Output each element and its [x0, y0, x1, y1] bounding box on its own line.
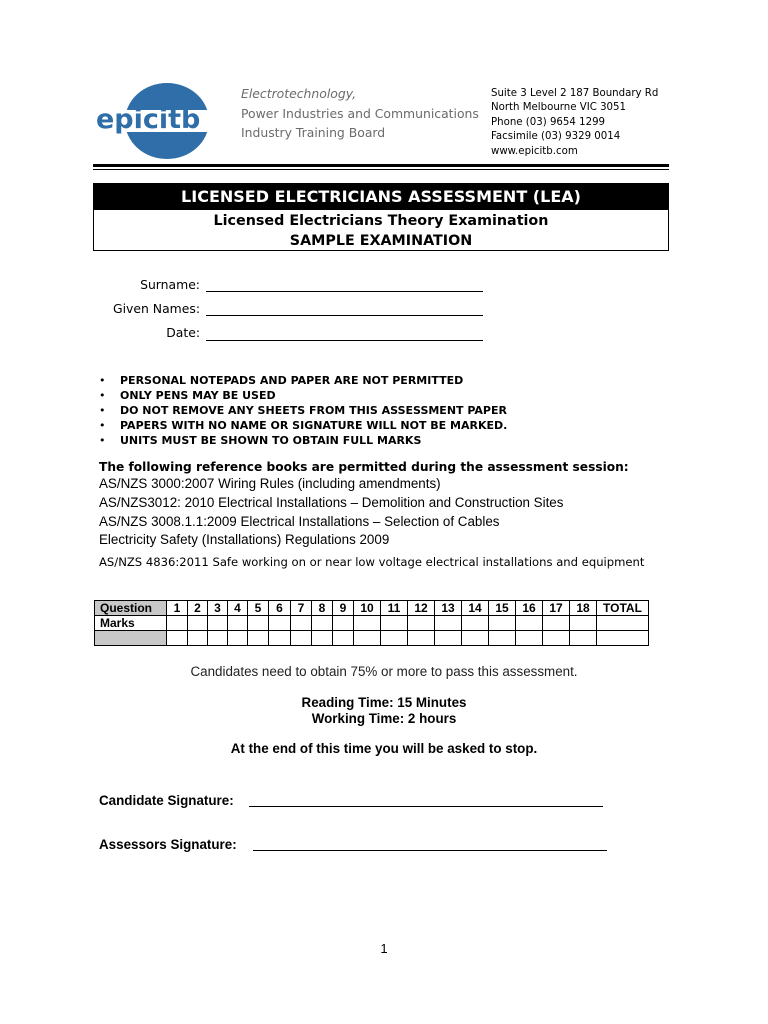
mark-cell[interactable]: [333, 631, 354, 646]
working-time: Working Time: 2 hours: [311, 711, 457, 726]
given-names-field[interactable]: [206, 315, 483, 316]
question-number: 5: [248, 601, 269, 616]
question-number: 7: [291, 601, 312, 616]
title-box: [93, 183, 669, 251]
reading-time: Reading Time: 15 Minutes: [301, 695, 467, 710]
mark-cell[interactable]: [208, 616, 228, 631]
candidate-signature-field[interactable]: [249, 806, 603, 807]
phone-line: Phone (03) 9654 1299: [491, 116, 606, 128]
mark-cell[interactable]: [516, 616, 543, 631]
mark-cell[interactable]: [333, 616, 354, 631]
mark-cell[interactable]: [208, 631, 228, 646]
mark-cell[interactable]: [381, 631, 408, 646]
fax-line: Facsimile (03) 9329 0014: [491, 131, 621, 143]
mark-cell[interactable]: [408, 616, 435, 631]
question-number: 14: [462, 601, 489, 616]
question-number: 4: [228, 601, 248, 616]
mark-cell[interactable]: [167, 631, 188, 646]
pass-note: Candidates need to obtain 75% or more to pass this assessment.: [190, 664, 578, 679]
website-line: www.epicitb.com: [491, 145, 578, 157]
total-cell[interactable]: [597, 631, 649, 646]
mark-cell[interactable]: [543, 616, 570, 631]
mark-cell[interactable]: [228, 631, 248, 646]
question-header: Question: [95, 601, 167, 616]
assessor-signature-field[interactable]: [253, 850, 607, 851]
address-line: North Melbourne VIC 3051: [491, 102, 626, 114]
mark-cell[interactable]: [516, 631, 543, 646]
date-label: Date:: [166, 325, 200, 340]
references-heading: The following reference books are permitted during the assessment session:: [99, 460, 629, 474]
mark-cell[interactable]: [248, 631, 269, 646]
mark-cell[interactable]: [489, 631, 516, 646]
rule-item: • PERSONAL NOTEPADS AND PAPER ARE NOT PERMITTED: [99, 373, 507, 388]
question-number: 13: [435, 601, 462, 616]
rule-item: • UNITS MUST BE SHOWN TO OBTAIN FULL MARKS: [99, 433, 507, 448]
mark-cell[interactable]: [312, 616, 333, 631]
question-number: 11: [381, 601, 408, 616]
candidate-signature-label: Candidate Signature:: [99, 793, 234, 808]
question-number: 6: [269, 601, 291, 616]
mark-cell[interactable]: [408, 631, 435, 646]
question-number: 2: [188, 601, 208, 616]
reference-item: AS/NZS3012: 2010 Electrical Installations – Demolition and Construction Sites: [99, 495, 564, 510]
subtitle-exam: Licensed Electricians Theory Examination: [213, 213, 549, 229]
stop-note: At the end of this time you will be asked to stop.: [230, 741, 538, 756]
header-rule-thin: [93, 169, 669, 170]
assessor-signature-label: Assessors Signature:: [99, 837, 237, 852]
mark-cell[interactable]: [543, 631, 570, 646]
rule-item: • ONLY PENS MAY BE USED: [99, 388, 507, 403]
mark-cell[interactable]: [570, 616, 597, 631]
org-name: [241, 84, 479, 143]
org-line-2: Power Industries and Communications: [241, 105, 479, 121]
question-number: 15: [489, 601, 516, 616]
mark-cell[interactable]: [291, 631, 312, 646]
blank-header: [95, 631, 167, 646]
question-number: 8: [312, 601, 333, 616]
marks-header: Marks: [95, 616, 167, 631]
mark-cell[interactable]: [291, 616, 312, 631]
mark-cell[interactable]: [188, 631, 208, 646]
mark-cell[interactable]: [312, 631, 333, 646]
question-number: 17: [543, 601, 570, 616]
address-block: [491, 87, 658, 159]
reference-item: AS/NZS 3008.1.1:2009 Electrical Installations – Selection of Cables: [99, 514, 500, 529]
org-line-1: Electrotechnology,: [241, 86, 357, 101]
mark-cell[interactable]: [435, 616, 462, 631]
page-number: 1: [380, 941, 388, 956]
mark-cell[interactable]: [354, 631, 381, 646]
mark-cell[interactable]: [269, 631, 291, 646]
marks-row: [95, 616, 649, 631]
mark-cell[interactable]: [167, 616, 188, 631]
exam-rules: [99, 373, 507, 448]
org-line-3: Industry Training Board: [241, 125, 386, 140]
mark-cell[interactable]: [381, 616, 408, 631]
mark-cell[interactable]: [462, 616, 489, 631]
mark-cell[interactable]: [248, 616, 269, 631]
question-number: 18: [570, 601, 597, 616]
mark-cell[interactable]: [269, 616, 291, 631]
reference-item: Electricity Safety (Installations) Regulations 2009: [99, 532, 390, 547]
mark-cell[interactable]: [462, 631, 489, 646]
mark-cell[interactable]: [435, 631, 462, 646]
surname-field[interactable]: [206, 291, 483, 292]
question-number: 1: [167, 601, 188, 616]
question-number: 3: [208, 601, 228, 616]
reference-item: AS/NZS 4836:2011 Safe working on or near low voltage electrical installations and equipment: [99, 555, 645, 569]
mark-cell[interactable]: [570, 631, 597, 646]
total-cell[interactable]: [597, 616, 649, 631]
subtitle-sample: SAMPLE EXAMINATION: [289, 233, 473, 249]
reference-item: AS/NZS 3000:2007 Wiring Rules (including amendments): [99, 476, 441, 491]
mark-cell[interactable]: [489, 616, 516, 631]
total-header: TOTAL: [597, 601, 649, 616]
given-names-label: Given Names:: [113, 301, 200, 316]
rule-item: • DO NOT REMOVE ANY SHEETS FROM THIS ASSESSMENT PAPER: [99, 403, 507, 418]
question-number: 16: [516, 601, 543, 616]
blank-row: [95, 631, 649, 646]
title-bar: LICENSED ELECTRICIANS ASSESSMENT (LEA): [94, 184, 668, 210]
mark-cell[interactable]: [354, 616, 381, 631]
epicitb-logo: [94, 82, 240, 160]
question-number: 12: [408, 601, 435, 616]
header-rule-thick: [93, 164, 669, 167]
mark-cell[interactable]: [188, 616, 208, 631]
question-number: 9: [333, 601, 354, 616]
marks-table: [94, 600, 649, 646]
mark-cell[interactable]: [228, 616, 248, 631]
rule-item: • PAPERS WITH NO NAME OR SIGNATURE WILL NOT BE MARKED.: [99, 418, 507, 433]
surname-label: Surname:: [140, 277, 200, 292]
question-row: [95, 601, 649, 616]
date-field[interactable]: [206, 340, 483, 341]
logo-text: epicitb: [96, 104, 201, 135]
question-number: 10: [354, 601, 381, 616]
address-line: Suite 3 Level 2 187 Boundary Rd: [491, 88, 659, 99]
